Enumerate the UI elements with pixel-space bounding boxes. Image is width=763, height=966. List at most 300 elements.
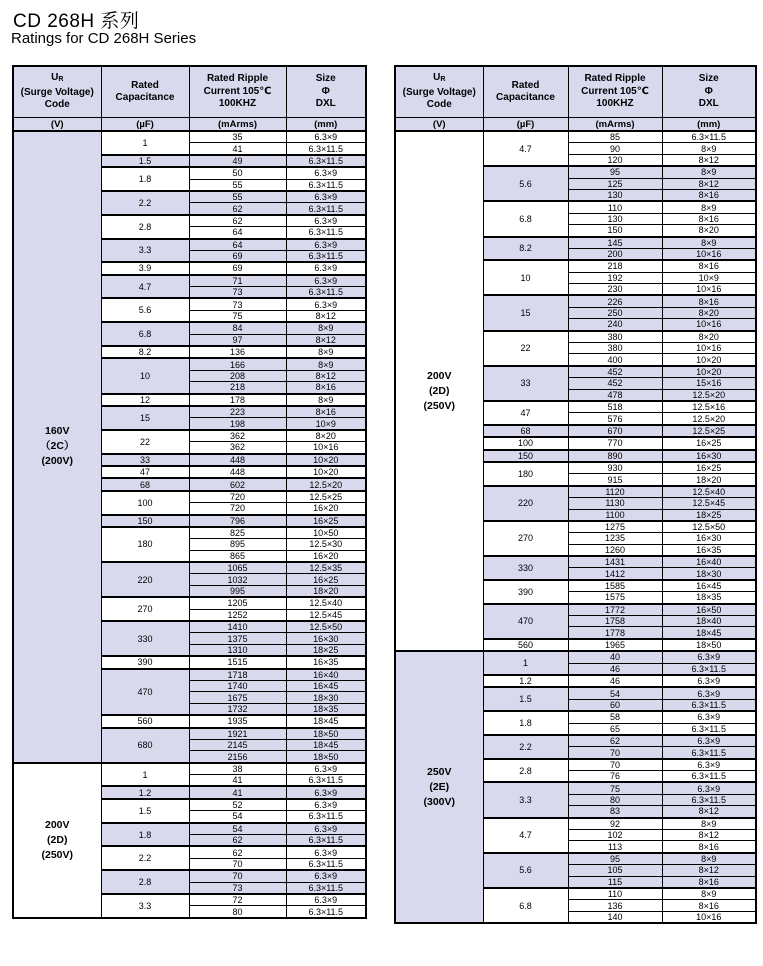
capacitance-cell: 1.5	[101, 155, 189, 167]
capacitance-cell: 180	[483, 462, 568, 486]
voltage-cell: 200V (2D) (250V)	[13, 763, 101, 918]
size-cell: 10×20	[662, 366, 756, 378]
capacitance-cell: 47	[101, 466, 189, 478]
ripple-current-cell: 1732	[189, 703, 286, 715]
size-cell: 16×40	[286, 669, 366, 681]
capacitance-cell: 8.2	[483, 237, 568, 261]
ripple-current-cell: 576	[568, 413, 662, 425]
size-cell: 10×20	[286, 466, 366, 478]
capacitance-cell: 10	[483, 260, 568, 295]
capacitance-cell: 68	[101, 478, 189, 490]
size-cell: 16×35	[286, 656, 366, 668]
ripple-current-cell: 64	[189, 239, 286, 251]
size-cell: 10×16	[662, 248, 756, 260]
ripple-current-cell: 60	[568, 699, 662, 711]
ripple-current-cell: 62	[189, 215, 286, 227]
ripple-current-cell: 80	[568, 794, 662, 805]
size-cell: 6.3×11.5	[286, 775, 366, 787]
unit-rated-ripple-current: (mArms)	[189, 118, 286, 132]
ripple-current-cell: 54	[568, 687, 662, 699]
ripple-current-cell: 890	[568, 450, 662, 462]
ripple-current-cell: 1585	[568, 580, 662, 592]
size-cell: 6.3×9	[286, 870, 366, 882]
size-cell: 16×35	[662, 544, 756, 556]
ripple-current-cell: 1772	[568, 604, 662, 616]
capacitance-cell: 2.8	[101, 870, 189, 894]
size-cell: 6.3×11.5	[286, 811, 366, 823]
capacitance-cell: 3.3	[101, 239, 189, 263]
ripple-current-cell: 1718	[189, 669, 286, 681]
size-cell: 6.3×11.5	[662, 131, 756, 143]
size-cell: 16×30	[662, 450, 756, 462]
ripple-current-cell: 895	[189, 539, 286, 550]
size-cell: 8×12	[286, 370, 366, 381]
ratings-table-right	[394, 65, 757, 924]
size-cell: 12.5×20	[286, 478, 366, 490]
size-cell: 6.3×11.5	[286, 858, 366, 870]
size-cell: 12.5×40	[662, 486, 756, 498]
ripple-current-cell: 52	[189, 799, 286, 811]
size-cell: 18×25	[662, 509, 756, 521]
size-cell: 6.3×11.5	[286, 203, 366, 215]
ripple-current-cell: 1065	[189, 562, 286, 574]
size-cell: 8×16	[662, 876, 756, 888]
size-cell: 8×16	[662, 213, 756, 224]
ripple-current-cell: 92	[568, 818, 662, 830]
ripple-current-cell: 83	[568, 806, 662, 818]
ratings-table-left	[12, 65, 367, 919]
size-cell: 6.3×11.5	[662, 699, 756, 711]
ripple-current-cell: 1575	[568, 592, 662, 604]
ripple-current-cell: 69	[189, 250, 286, 262]
size-cell: 18×35	[662, 592, 756, 604]
capacitance-cell: 4.7	[483, 818, 568, 853]
ripple-current-cell: 54	[189, 823, 286, 835]
size-cell: 6.3×9	[286, 894, 366, 906]
ripple-current-cell: 1120	[568, 486, 662, 498]
capacitance-cell: 8.2	[101, 346, 189, 358]
size-cell: 8×12	[662, 154, 756, 166]
ripple-current-cell: 70	[189, 870, 286, 882]
ripple-current-cell: 136	[189, 346, 286, 358]
capacitance-cell: 22	[101, 430, 189, 454]
header-surge-voltage-code: $U_R$ (Surge Voltage) Code	[395, 66, 483, 118]
ripple-current-cell: 46	[568, 663, 662, 675]
size-cell: 8×16	[662, 189, 756, 201]
capacitance-cell: 15	[483, 295, 568, 330]
capacitance-cell: 15	[101, 406, 189, 430]
size-cell: 8×16	[286, 406, 366, 418]
ripple-current-cell: 110	[568, 888, 662, 900]
capacitance-cell: 2.2	[101, 191, 189, 215]
size-cell: 16×25	[662, 437, 756, 449]
capacitance-cell: 2.8	[483, 759, 568, 783]
size-cell: 6.3×11.5	[286, 155, 366, 167]
ripple-current-cell: 380	[568, 343, 662, 354]
unit-size-dxl: (mm)	[286, 118, 366, 132]
ripple-current-cell: 915	[568, 474, 662, 486]
capacitance-cell: 6.8	[483, 888, 568, 923]
ripple-current-cell: 1778	[568, 627, 662, 639]
capacitance-cell: 1.8	[101, 823, 189, 847]
size-cell: 8×12	[662, 806, 756, 818]
ripple-current-cell: 69	[189, 262, 286, 274]
capacitance-cell: 100	[101, 491, 189, 515]
size-cell: 12.5×50	[286, 621, 366, 633]
ripple-current-cell: 448	[189, 466, 286, 478]
capacitance-cell: 1.8	[483, 711, 568, 735]
ripple-current-cell: 2145	[189, 739, 286, 750]
capacitance-cell: 1.5	[101, 799, 189, 823]
ripple-current-cell: 73	[189, 882, 286, 894]
unit-rated-ripple-current: (mArms)	[568, 118, 662, 132]
ripple-current-cell: 35	[189, 131, 286, 143]
size-cell: 12.5×20	[662, 413, 756, 425]
size-cell: 8×9	[662, 818, 756, 830]
size-cell: 8×12	[286, 310, 366, 322]
ripple-current-cell: 145	[568, 237, 662, 249]
capacitance-cell: 4.7	[483, 131, 568, 166]
header-size-dxl: Size Φ DXL	[286, 66, 366, 118]
size-cell: 6.3×9	[662, 711, 756, 723]
capacitance-cell: 470	[483, 604, 568, 639]
size-cell: 18×45	[662, 627, 756, 639]
size-cell: 18×35	[286, 703, 366, 715]
ripple-current-cell: 70	[568, 759, 662, 771]
size-cell: 6.3×9	[286, 131, 366, 143]
size-cell: 15×16	[662, 378, 756, 389]
size-cell: 6.3×9	[286, 262, 366, 274]
size-cell: 6.3×9	[662, 675, 756, 687]
ripple-current-cell: 223	[189, 406, 286, 418]
ripple-current-cell: 136	[568, 900, 662, 911]
voltage-cell: 160V （2C） (200V)	[13, 131, 101, 763]
size-cell: 16×40	[662, 556, 756, 568]
header-rated-ripple-current: Rated Ripple Current 105℃ 100KHZ	[568, 66, 662, 118]
size-cell: 6.3×11.5	[662, 747, 756, 759]
header-rated-capacitance: Rated Capacitance	[483, 66, 568, 118]
size-cell: 6.3×9	[662, 735, 756, 747]
capacitance-cell: 220	[483, 486, 568, 521]
size-cell: 8×9	[662, 237, 756, 249]
size-cell: 10×20	[286, 454, 366, 466]
size-cell: 6.3×9	[286, 239, 366, 251]
capacitance-cell: 1	[483, 651, 568, 675]
header-surge-voltage-code: $U_R$ (Surge Voltage) Code	[13, 66, 101, 118]
capacitance-cell: 390	[483, 580, 568, 604]
voltage-cell: 250V (2E) (300V)	[395, 651, 483, 923]
capacitance-cell: 150	[483, 450, 568, 462]
ripple-current-cell: 120	[568, 154, 662, 166]
ripple-current-cell: 102	[568, 830, 662, 841]
ripple-current-cell: 1740	[189, 680, 286, 691]
size-cell: 6.3×11.5	[662, 771, 756, 783]
ripple-current-cell: 362	[189, 442, 286, 454]
size-cell: 10×20	[662, 354, 756, 366]
size-cell: 6.3×9	[286, 215, 366, 227]
ripple-current-cell: 80	[189, 906, 286, 918]
size-cell: 18×45	[286, 739, 366, 750]
size-cell: 6.3×11.5	[286, 250, 366, 262]
ripple-current-cell: 1130	[568, 498, 662, 509]
capacitance-cell: 10	[101, 358, 189, 393]
ripple-current-cell: 1375	[189, 633, 286, 644]
ripple-current-cell: 125	[568, 178, 662, 189]
ripple-current-cell: 55	[189, 179, 286, 191]
ripple-current-cell: 192	[568, 272, 662, 283]
ripple-current-cell: 865	[189, 550, 286, 562]
capacitance-cell: 3.3	[483, 782, 568, 817]
size-cell: 18×30	[662, 568, 756, 580]
ripple-current-cell: 65	[568, 723, 662, 735]
capacitance-cell: 47	[483, 401, 568, 425]
size-cell: 10×16	[662, 343, 756, 354]
capacitance-cell: 390	[101, 656, 189, 668]
size-cell: 10×16	[662, 284, 756, 296]
size-cell: 12.5×30	[286, 539, 366, 550]
ripple-current-cell: 76	[568, 771, 662, 783]
capacitance-cell: 2.8	[101, 215, 189, 239]
size-cell: 16×20	[286, 503, 366, 515]
capacitance-cell: 3.9	[101, 262, 189, 274]
size-cell: 6.3×11.5	[286, 906, 366, 918]
page-subtitle: Ratings for CD 268H Series	[11, 30, 197, 47]
ripple-current-cell: 452	[568, 378, 662, 389]
size-cell: 16×25	[286, 574, 366, 585]
size-cell: 6.3×11.5	[286, 143, 366, 155]
size-cell: 8×9	[662, 201, 756, 213]
ripple-current-cell: 208	[189, 370, 286, 381]
header-rated-capacitance: Rated Capacitance	[101, 66, 189, 118]
size-cell: 16×45	[286, 680, 366, 691]
ripple-current-cell: 71	[189, 275, 286, 287]
size-cell: 6.3×11.5	[286, 179, 366, 191]
ripple-current-cell: 95	[568, 853, 662, 865]
ripple-current-cell: 178	[189, 394, 286, 406]
size-cell: 6.3×11.5	[662, 663, 756, 675]
ripple-current-cell: 1965	[568, 639, 662, 651]
size-cell: 8×12	[662, 865, 756, 876]
ripple-current-cell: 41	[189, 786, 286, 798]
size-cell: 18×40	[662, 616, 756, 627]
page-title: CD 268H 系列	[13, 11, 140, 32]
size-cell: 8×9	[662, 166, 756, 178]
size-cell: 8×9	[662, 853, 756, 865]
ripple-current-cell: 198	[189, 418, 286, 430]
capacitance-cell: 180	[101, 527, 189, 562]
ripple-current-cell: 38	[189, 763, 286, 775]
ripple-current-cell: 825	[189, 527, 286, 539]
size-cell: 8×9	[662, 143, 756, 154]
ripple-current-cell: 84	[189, 322, 286, 334]
capacitance-cell: 100	[483, 437, 568, 449]
ripple-current-cell: 46	[568, 675, 662, 687]
capacitance-cell: 560	[483, 639, 568, 651]
ripple-current-cell: 54	[189, 811, 286, 823]
ripple-current-cell: 2156	[189, 751, 286, 763]
size-cell: 6.3×9	[662, 759, 756, 771]
size-cell: 6.3×9	[286, 167, 366, 179]
ripple-current-cell: 518	[568, 401, 662, 413]
size-cell: 18×50	[286, 728, 366, 740]
ripple-current-cell: 58	[568, 711, 662, 723]
unit-surge-voltage-code: (V)	[13, 118, 101, 132]
ripple-current-cell: 1675	[189, 692, 286, 703]
size-cell: 6.3×9	[286, 799, 366, 811]
size-cell: 6.3×11.5	[286, 287, 366, 299]
ripple-current-cell: 1410	[189, 621, 286, 633]
size-cell: 8×12	[286, 334, 366, 346]
size-cell: 16×45	[662, 580, 756, 592]
ripple-current-cell: 85	[568, 131, 662, 143]
ripple-current-cell: 70	[189, 858, 286, 870]
size-cell: 6.3×11.5	[286, 882, 366, 894]
size-cell: 10×16	[662, 911, 756, 923]
ripple-current-cell: 75	[189, 310, 286, 322]
ripple-current-cell: 75	[568, 782, 662, 794]
ripple-current-cell: 1275	[568, 521, 662, 533]
size-cell: 6.3×9	[286, 823, 366, 835]
capacitance-cell: 470	[101, 669, 189, 716]
capacitance-cell: 220	[101, 562, 189, 597]
size-cell: 10×9	[662, 272, 756, 283]
capacitance-cell: 12	[101, 394, 189, 406]
capacitance-cell: 1.2	[483, 675, 568, 687]
capacitance-cell: 2.2	[101, 846, 189, 870]
ripple-current-cell: 62	[189, 846, 286, 858]
ripple-current-cell: 720	[189, 503, 286, 515]
ripple-current-cell: 113	[568, 841, 662, 853]
size-cell: 12.5×25	[662, 425, 756, 437]
size-cell: 16×30	[662, 533, 756, 544]
ripple-current-cell: 62	[568, 735, 662, 747]
capacitance-cell: 560	[101, 715, 189, 727]
ripple-current-cell: 796	[189, 515, 286, 527]
ripple-current-cell: 1100	[568, 509, 662, 521]
size-cell: 18×20	[662, 474, 756, 486]
header-size-dxl: Size Φ DXL	[662, 66, 756, 118]
ripple-current-cell: 110	[568, 201, 662, 213]
size-cell: 10×16	[662, 319, 756, 331]
size-cell: 18×50	[286, 751, 366, 763]
capacitance-cell: 5.6	[101, 298, 189, 322]
size-cell: 18×20	[286, 585, 366, 597]
ripple-current-cell: 40	[568, 651, 662, 663]
size-cell: 6.3×9	[662, 651, 756, 663]
ripple-current-cell: 1310	[189, 644, 286, 656]
ripple-current-cell: 41	[189, 775, 286, 787]
ripple-current-cell: 1412	[568, 568, 662, 580]
size-cell: 8×16	[662, 260, 756, 272]
capacitance-cell: 33	[483, 366, 568, 401]
size-cell: 8×16	[662, 295, 756, 307]
size-cell: 8×16	[662, 900, 756, 911]
size-cell: 6.3×11.5	[286, 227, 366, 239]
ripple-current-cell: 72	[189, 894, 286, 906]
size-cell: 12.5×16	[662, 401, 756, 413]
ripple-current-cell: 400	[568, 354, 662, 366]
ripple-current-cell: 250	[568, 307, 662, 318]
size-cell: 12.5×45	[286, 609, 366, 621]
ripple-current-cell: 70	[568, 747, 662, 759]
size-cell: 8×20	[662, 331, 756, 343]
ripple-current-cell: 478	[568, 389, 662, 401]
size-cell: 8×9	[286, 346, 366, 358]
ripple-current-cell: 49	[189, 155, 286, 167]
capacitance-cell: 33	[101, 454, 189, 466]
ripple-current-cell: 1921	[189, 728, 286, 740]
ripple-current-cell: 230	[568, 284, 662, 296]
size-cell: 18×25	[286, 644, 366, 656]
size-cell: 8×20	[662, 307, 756, 318]
size-cell: 10×9	[286, 418, 366, 430]
unit-rated-capacitance: (µF)	[101, 118, 189, 132]
size-cell: 8×9	[286, 358, 366, 370]
ripple-current-cell: 380	[568, 331, 662, 343]
capacitance-cell: 270	[101, 597, 189, 621]
size-cell: 8×20	[286, 430, 366, 442]
size-cell: 10×16	[286, 442, 366, 454]
capacitance-cell: 1	[101, 131, 189, 155]
ripple-current-cell: 1032	[189, 574, 286, 585]
ripple-current-cell: 130	[568, 189, 662, 201]
size-cell: 8×9	[662, 888, 756, 900]
size-cell: 6.3×9	[662, 782, 756, 794]
capacitance-cell: 22	[483, 331, 568, 366]
size-cell: 6.3×9	[286, 846, 366, 858]
size-cell: 6.3×11.5	[662, 794, 756, 805]
voltage-cell: 200V (2D) (250V)	[395, 131, 483, 651]
ripple-current-cell: 55	[189, 191, 286, 203]
ripple-current-cell: 452	[568, 366, 662, 378]
size-cell: 10×50	[286, 527, 366, 539]
capacitance-cell: 150	[101, 515, 189, 527]
size-cell: 8×20	[662, 225, 756, 237]
capacitance-cell: 5.6	[483, 166, 568, 201]
unit-surge-voltage-code: (V)	[395, 118, 483, 132]
size-cell: 12.5×20	[662, 389, 756, 401]
size-cell: 8×16	[286, 382, 366, 394]
ripple-current-cell: 218	[189, 382, 286, 394]
ripple-current-cell: 1235	[568, 533, 662, 544]
ripple-current-cell: 1260	[568, 544, 662, 556]
ripple-current-cell: 602	[189, 478, 286, 490]
capacitance-cell: 5.6	[483, 853, 568, 888]
capacitance-cell: 4.7	[101, 275, 189, 299]
ripple-current-cell: 226	[568, 295, 662, 307]
size-cell: 6.3×9	[286, 191, 366, 203]
ripple-current-cell: 90	[568, 143, 662, 154]
capacitance-cell: 3.3	[101, 894, 189, 918]
ripple-current-cell: 130	[568, 213, 662, 224]
size-cell: 8×9	[286, 322, 366, 334]
size-cell: 8×9	[286, 394, 366, 406]
ripple-current-cell: 140	[568, 911, 662, 923]
ripple-current-cell: 41	[189, 143, 286, 155]
capacitance-cell: 68	[483, 425, 568, 437]
capacitance-cell: 6.8	[483, 201, 568, 236]
size-cell: 6.3×9	[286, 298, 366, 310]
capacitance-cell: 330	[101, 621, 189, 656]
ripple-current-cell: 1935	[189, 715, 286, 727]
ripple-current-cell: 166	[189, 358, 286, 370]
capacitance-cell: 330	[483, 556, 568, 580]
capacitance-cell: 1.2	[101, 786, 189, 798]
ripple-current-cell: 200	[568, 248, 662, 260]
ripple-current-cell: 95	[568, 166, 662, 178]
size-cell: 6.3×11.5	[286, 835, 366, 847]
unit-rated-capacitance: (µF)	[483, 118, 568, 132]
